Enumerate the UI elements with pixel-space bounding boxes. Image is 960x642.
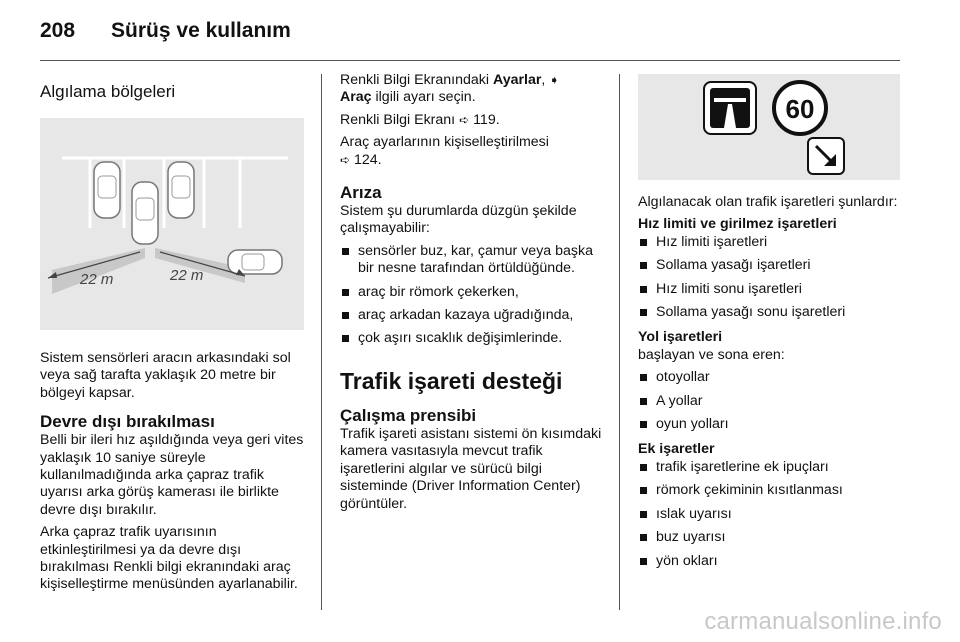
principle-paragraph: Trafik işareti asistanı sistemi ön kısımdaki kamera vasıtasıyla mevcut trafik işaretlerini algılar ve sürücü bilgi sisteminde (Driver Information Center) görüntüler. <box>340 425 602 512</box>
list-item: Sollama yasağı işaretleri <box>638 257 902 274</box>
fault-title: Arıza <box>340 183 382 203</box>
distance-label-left: 22 m <box>80 271 114 288</box>
column-divider-left <box>321 74 322 610</box>
speed-limit-value: 60 <box>785 94 815 124</box>
additional-signs-list <box>638 459 902 570</box>
parking-illustration <box>40 118 304 330</box>
watermark: carmanualsonline.info <box>704 608 942 635</box>
deactivation-paragraph-2: Arka çapraz trafik uyarısının etkinleştirilmesi ya da devre dışı bırakılması Renkli bilgi ekranındaki araç kişiselleştirme menüsünden ayarlanabilir. <box>40 524 298 593</box>
group-additional-title: Ek işaretler <box>638 441 715 458</box>
personalization-reference: Araç ayarlarının kişiselleştirilmesi ➪ 124. <box>340 134 549 168</box>
group-speed-limit-title: Hız limiti ve girilmez işaretleri <box>638 216 837 233</box>
page-reference-119[interactable]: 119. <box>473 111 500 128</box>
list-item: araç bir römork çekerken, <box>340 284 602 301</box>
distance-label-right: 22 m <box>170 267 204 284</box>
group-road-signs-title: Yol işaretleri <box>638 329 723 346</box>
direction-arrow-sign-icon <box>808 138 844 174</box>
list-item: A yollar <box>638 393 902 410</box>
header-rule <box>40 60 900 61</box>
list-item: römork çekiminin kısıtlanması <box>638 482 902 499</box>
arrow-ref-icon: ➪ <box>459 112 470 127</box>
detected-signs-intro: Algılanacak olan trafik işaretleri şunlardır: <box>638 194 898 210</box>
traffic-signs-illustration <box>638 74 900 180</box>
motorway-sign-icon <box>704 82 756 134</box>
info-display-reference: Renkli Bilgi Ekranı ➪ 119. <box>340 111 500 128</box>
list-item: yön okları <box>638 553 902 570</box>
list-item: oyun yolları <box>638 416 902 433</box>
list-item: otoyollar <box>638 369 902 386</box>
list-item: sensörler buz, kar, çamur veya başka bir nesne tarafından örtüldüğünde. <box>340 243 602 278</box>
road-signs-list <box>638 369 902 433</box>
deactivation-title: Devre dışı bırakılması <box>40 412 215 432</box>
chapter-title: Sürüş ve kullanım <box>111 19 291 42</box>
group-road-signs-intro: başlayan ve sona eren: <box>638 346 785 363</box>
principle-title: Çalışma prensibi <box>340 405 477 425</box>
column-divider-right <box>619 74 620 610</box>
speed-limit-list <box>638 234 902 322</box>
settings-instruction: Renkli Bilgi Ekranındaki Ayarlar, ➧ Araç ilgili ayarı seçin. <box>340 72 560 106</box>
list-item: trafik işaretlerine ek ipuçları <box>638 459 902 476</box>
section-title-detection-zones: Algılama bölgeleri <box>40 82 176 101</box>
list-item: Sollama yasağı sonu işaretleri <box>638 304 902 321</box>
right-column <box>638 72 902 578</box>
list-item: Hız limiti işaretleri <box>638 234 902 251</box>
menu-vehicle: Araç <box>340 89 372 106</box>
main-section-title: Trafik işareti desteği <box>340 367 563 394</box>
arrow-ref-icon: ➪ <box>340 152 351 167</box>
speed-limit-sign-icon <box>774 82 826 134</box>
parking-diagram <box>40 118 304 330</box>
list-item: buz uyarısı <box>638 529 902 546</box>
page-number: 208 <box>40 19 76 42</box>
fault-list <box>340 243 602 348</box>
traffic-signs-diagram <box>638 74 900 180</box>
left-column <box>40 72 304 599</box>
detection-zone-paragraph: Sistem sensörleri aracın arkasındaki sol veya sağ tarafta yaklaşık 20 metre bir bölgeyi kapsar. <box>40 350 291 401</box>
menu-settings: Ayarlar <box>492 72 542 88</box>
list-item: çok aşırı sıcaklık değişimlerinde. <box>340 330 602 347</box>
middle-column <box>340 72 602 518</box>
page-reference-124[interactable]: 124. <box>354 151 382 168</box>
list-item: ıslak uyarısı <box>638 506 902 523</box>
list-item: Hız limiti sonu işaretleri <box>638 281 902 298</box>
menu-arrow-icon: ➧ <box>549 73 560 87</box>
fault-intro: Sistem şu durumlarda düzgün şekilde çalışmayabilir: <box>340 203 577 237</box>
list-item: araç arkadan kazaya uğradığında, <box>340 307 602 324</box>
deactivation-paragraph-1: Belli bir ileri hız aşıldığında veya geri vites yaklaşık 10 saniye süreyle kullanılmadığında arka çapraz trafik uyarısı arka görüş kamerası ile birlikte devre dışı bırakılır. <box>40 432 304 518</box>
page-header <box>40 16 291 46</box>
